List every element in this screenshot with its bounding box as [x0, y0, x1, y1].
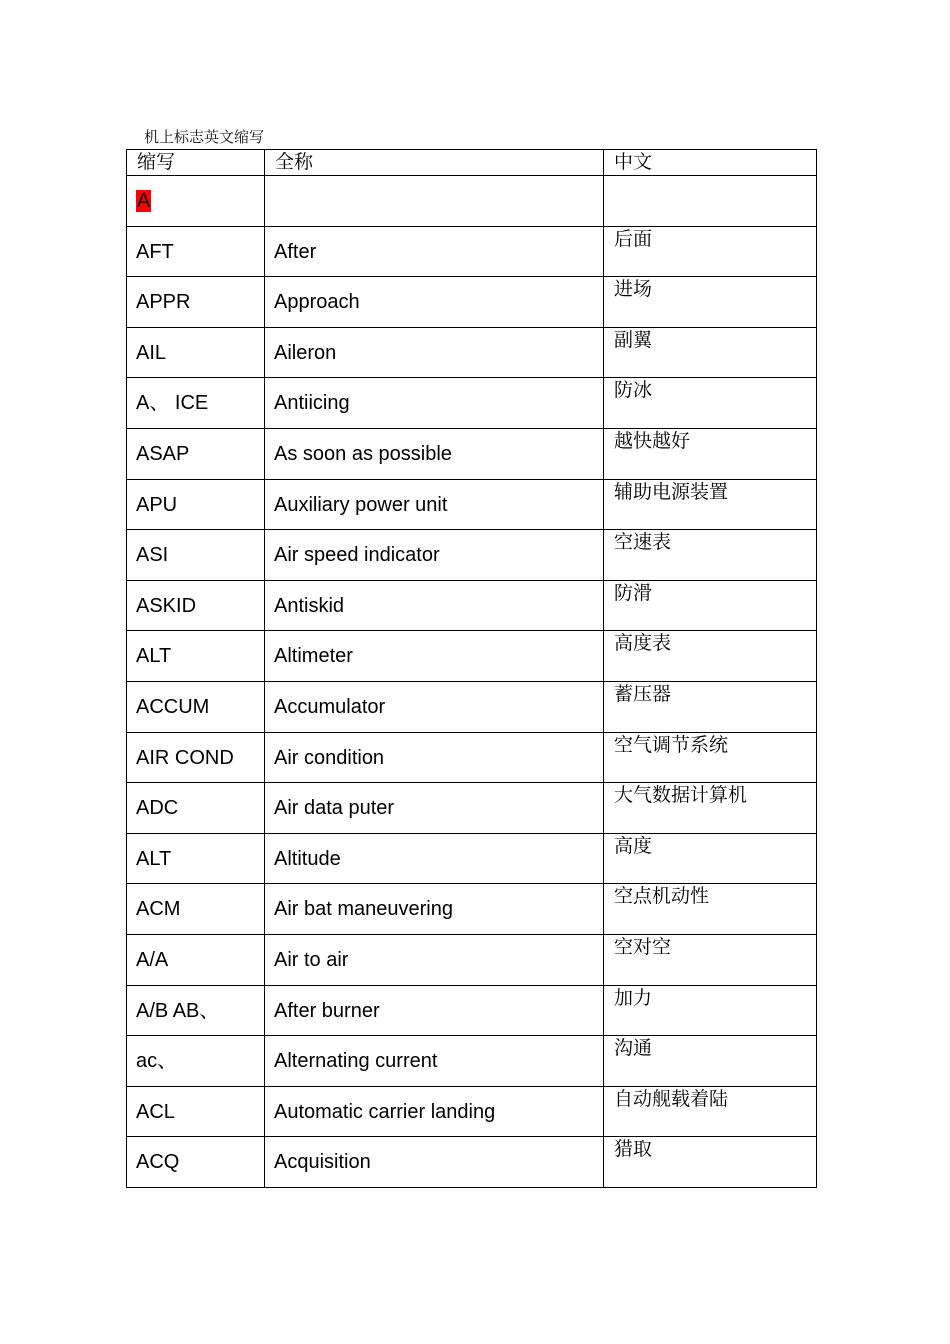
header-full — [265, 150, 604, 176]
chinese-cell — [604, 934, 817, 985]
chinese-cell — [604, 833, 817, 884]
table-row — [127, 1086, 817, 1137]
abbr-cell — [127, 934, 265, 985]
full-name-cell-text: As soon as possible — [274, 442, 452, 465]
abbr-cell — [127, 631, 265, 682]
abbr-cell — [127, 1137, 265, 1188]
abbr-cell-text: ALT — [136, 645, 172, 668]
chinese-cell-text: 副翼 — [614, 328, 653, 351]
abbr-cell-text: ASAP — [136, 442, 190, 465]
full-name-cell-text: Air data puter — [274, 797, 395, 820]
abbr-cell — [127, 1086, 265, 1137]
abbr-cell-text: ACL — [136, 1100, 175, 1123]
abbr-cell — [127, 985, 265, 1036]
chinese-cell — [604, 681, 817, 732]
full-name-cell — [265, 378, 604, 429]
table-row — [127, 732, 817, 783]
full-name-cell-text: Altimeter — [274, 645, 353, 668]
full-name-cell-text: Air to air — [274, 948, 349, 971]
chinese-cell — [604, 226, 817, 277]
chinese-cell-text: 高度 — [614, 834, 653, 857]
table-row — [127, 783, 817, 834]
full-name-cell-text: Antiicing — [274, 392, 350, 415]
chinese-cell — [604, 884, 817, 935]
abbr-cell-text: ADC — [136, 797, 179, 820]
abbr-cell-text: ACM — [136, 898, 181, 921]
table-row — [127, 580, 817, 631]
table-row — [127, 327, 817, 378]
full-name-cell-text: Alternating current — [274, 1050, 438, 1073]
chinese-cell — [604, 327, 817, 378]
chinese-cell — [604, 1137, 817, 1188]
full-name-cell — [265, 884, 604, 935]
table-row — [127, 277, 817, 328]
page-title: 机上标志英文缩写 — [144, 128, 265, 146]
full-name-cell — [265, 1086, 604, 1137]
chinese-cell-text: 越快越好 — [614, 429, 691, 452]
chinese-cell-text: 高度表 — [614, 632, 672, 655]
section-row — [127, 176, 817, 227]
abbr-cell-text: AIR COND — [136, 746, 234, 769]
chinese-cell — [604, 580, 817, 631]
abbr-cell-text: A/A — [136, 948, 169, 971]
abbr-cell — [127, 884, 265, 935]
section-empty-cell — [604, 176, 817, 227]
full-name-cell — [265, 631, 604, 682]
full-name-cell — [265, 327, 604, 378]
full-name-cell-text: Approach — [274, 291, 360, 314]
chinese-cell — [604, 530, 817, 581]
abbr-cell — [127, 530, 265, 581]
chinese-cell-text: 后面 — [614, 227, 653, 250]
chinese-cell-text: 空对空 — [614, 935, 672, 958]
header-zh — [604, 150, 817, 176]
chinese-cell-text: 自动舰载着陆 — [614, 1087, 729, 1110]
chinese-cell-text: 空速表 — [614, 531, 672, 554]
full-name-cell — [265, 226, 604, 277]
full-name-cell-text: After — [274, 240, 317, 263]
full-name-cell — [265, 428, 604, 479]
chinese-cell-text: 猎取 — [614, 1138, 653, 1161]
chinese-cell — [604, 1086, 817, 1137]
full-name-cell-text: Aileron — [274, 341, 337, 364]
abbr-cell-text: AFT — [136, 240, 174, 263]
full-name-cell — [265, 277, 604, 328]
full-name-cell — [265, 833, 604, 884]
full-name-cell-text: After burner — [274, 999, 380, 1022]
full-name-cell — [265, 681, 604, 732]
full-name-cell-text: Antiskid — [274, 594, 345, 617]
full-name-cell-text: Altitude — [274, 847, 341, 870]
header-abbr — [127, 150, 265, 176]
header-zh-label: 中文 — [614, 151, 653, 173]
chinese-cell-text: 防冰 — [614, 379, 653, 402]
table-row — [127, 1036, 817, 1087]
table-row — [127, 428, 817, 479]
chinese-cell-text: 空点机动性 — [614, 885, 710, 908]
abbr-cell — [127, 580, 265, 631]
full-name-cell-text: Air speed indicator — [274, 544, 440, 567]
abbr-cell — [127, 783, 265, 834]
table-row — [127, 530, 817, 581]
full-name-cell — [265, 479, 604, 530]
table-header-row — [127, 150, 817, 176]
full-name-cell — [265, 783, 604, 834]
table-row — [127, 1137, 817, 1188]
section-letter: A — [137, 190, 151, 212]
chinese-cell-text: 空气调节系统 — [614, 733, 729, 756]
abbr-cell — [127, 378, 265, 429]
chinese-cell-text: 防滑 — [614, 581, 653, 604]
full-name-cell — [265, 1036, 604, 1087]
full-name-cell — [265, 1137, 604, 1188]
table-row — [127, 934, 817, 985]
abbr-cell-text: ASI — [136, 544, 169, 567]
abbr-cell — [127, 327, 265, 378]
full-name-cell — [265, 580, 604, 631]
table-row — [127, 985, 817, 1036]
abbr-cell-text: A、 ICE — [136, 392, 209, 415]
table-row — [127, 631, 817, 682]
abbr-cell-text: ACCUM — [136, 695, 210, 718]
full-name-cell-text: Air condition — [274, 746, 385, 769]
abbr-cell — [127, 277, 265, 328]
chinese-cell — [604, 479, 817, 530]
full-name-cell — [265, 934, 604, 985]
full-name-cell-text: Auxiliary power unit — [274, 493, 448, 516]
chinese-cell-text: 辅助电源装置 — [614, 480, 729, 503]
chinese-cell-text: 沟通 — [614, 1037, 653, 1060]
table-row — [127, 833, 817, 884]
abbr-cell — [127, 428, 265, 479]
abbr-cell-text: ACQ — [136, 1151, 180, 1174]
chinese-cell — [604, 631, 817, 682]
full-name-cell-text: Acquisition — [274, 1151, 371, 1174]
section-empty-cell — [265, 176, 604, 227]
abbr-cell — [127, 833, 265, 884]
abbr-cell — [127, 1036, 265, 1087]
abbr-cell-text: A/B AB、 — [136, 999, 220, 1022]
chinese-cell — [604, 985, 817, 1036]
section-letter-cell — [127, 176, 265, 227]
full-name-cell-text: Air bat maneuvering — [274, 898, 453, 921]
full-name-cell-text: Accumulator — [274, 695, 386, 718]
chinese-cell-text: 蓄压器 — [614, 682, 672, 705]
abbreviation-table — [126, 149, 817, 1188]
chinese-cell — [604, 428, 817, 479]
abbr-cell — [127, 681, 265, 732]
chinese-cell — [604, 277, 817, 328]
abbr-cell — [127, 732, 265, 783]
abbr-cell — [127, 226, 265, 277]
abbr-cell-text: AIL — [136, 341, 167, 364]
chinese-cell — [604, 732, 817, 783]
table-row — [127, 378, 817, 429]
chinese-cell — [604, 378, 817, 429]
full-name-cell-text: Automatic carrier landing — [274, 1100, 496, 1123]
header-full-label: 全称 — [275, 151, 314, 173]
table-row — [127, 884, 817, 935]
table-row — [127, 479, 817, 530]
abbr-cell-text: APPR — [136, 291, 191, 314]
abbr-cell-text: APU — [136, 493, 178, 516]
chinese-cell-text: 加力 — [614, 986, 653, 1009]
full-name-cell — [265, 985, 604, 1036]
abbr-cell-text: ac、 — [136, 1050, 178, 1073]
full-name-cell — [265, 732, 604, 783]
table-row — [127, 681, 817, 732]
chinese-cell-text: 大气数据计算机 — [614, 784, 748, 807]
abbr-cell-text: ALT — [136, 847, 172, 870]
table-row — [127, 226, 817, 277]
abbr-cell — [127, 479, 265, 530]
chinese-cell — [604, 783, 817, 834]
abbr-cell-text: ASKID — [136, 594, 197, 617]
chinese-cell — [604, 1036, 817, 1087]
header-abbr-label: 缩写 — [137, 151, 176, 173]
chinese-cell-text: 进场 — [614, 278, 653, 301]
full-name-cell — [265, 530, 604, 581]
